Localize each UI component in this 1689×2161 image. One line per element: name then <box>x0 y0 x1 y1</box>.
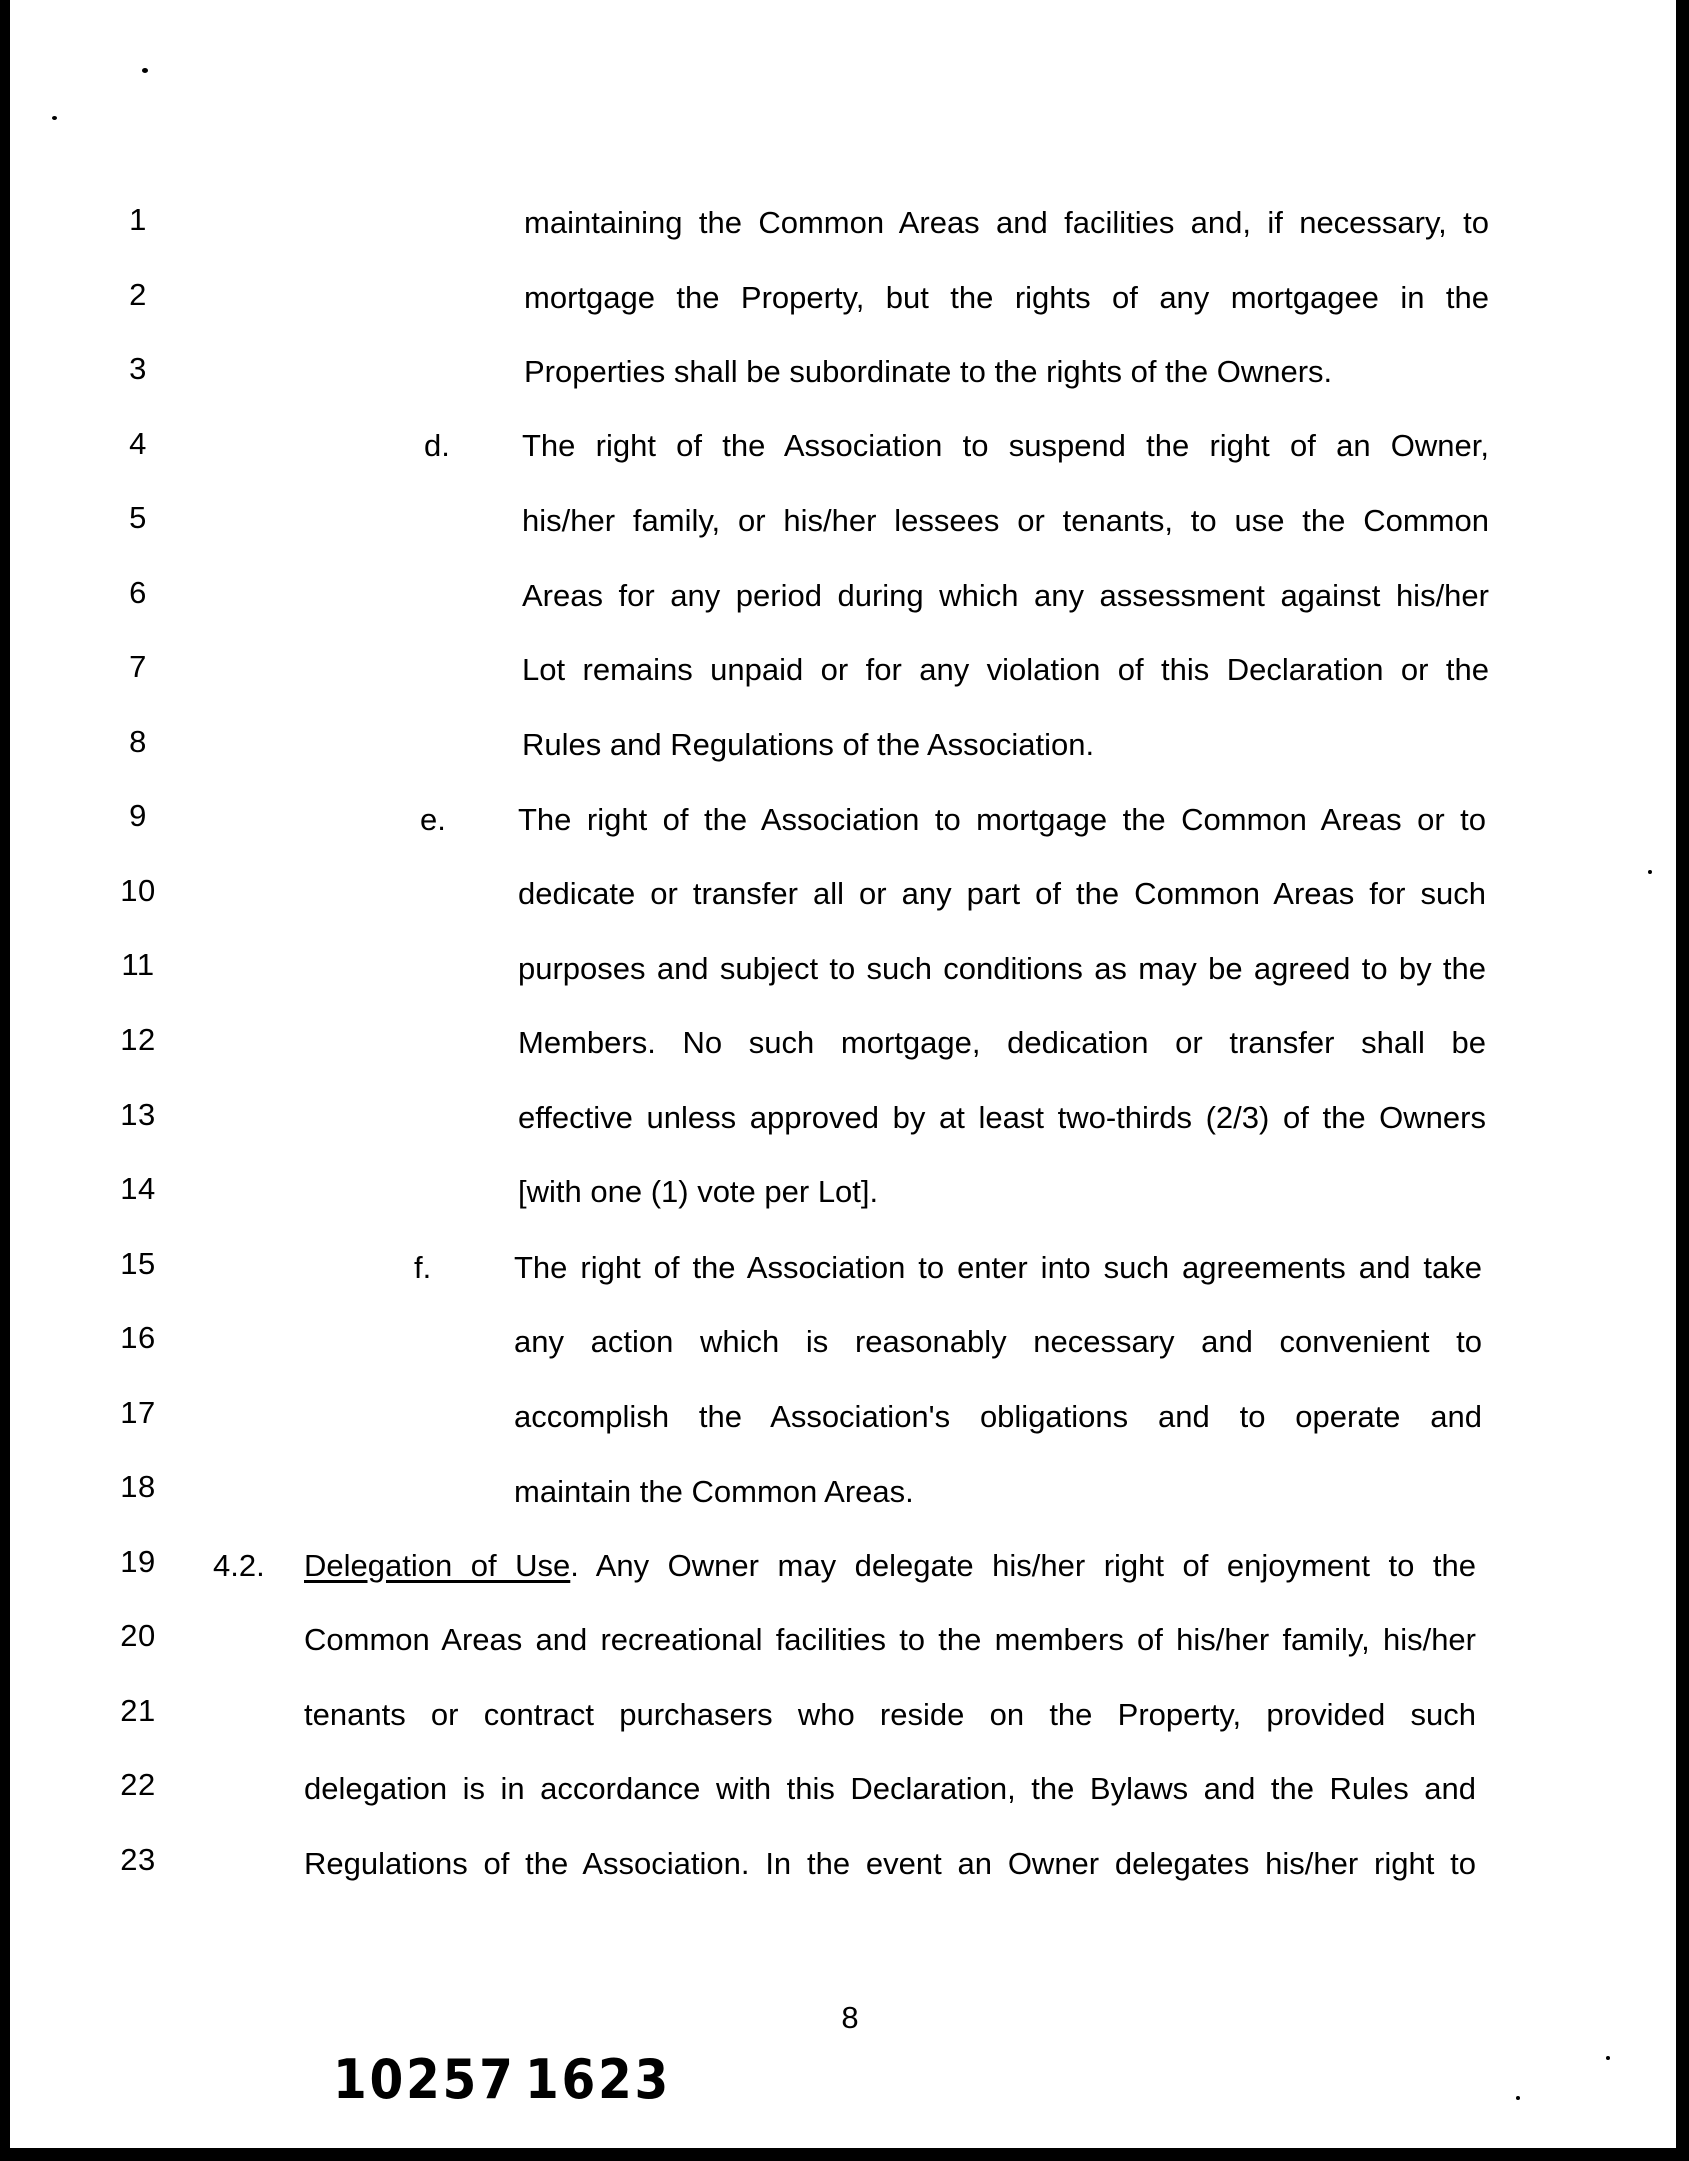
text-line: purposes and subject to such conditions as may be agreed to by the <box>518 951 1486 986</box>
line-number: 11 <box>121 947 155 982</box>
text-line: The right of the Association to suspend the right of an Owner, <box>522 428 1489 463</box>
scan-speck <box>142 68 148 73</box>
scan-speck <box>1648 870 1652 874</box>
page-number: 8 <box>841 2000 859 2035</box>
line-number: 19 <box>120 1544 156 1579</box>
text-line: accomplish the Association's obligations and to operate and <box>514 1399 1482 1434</box>
section-first-line <box>304 1548 1476 1584</box>
section-text: . Any Owner may delegate his/her right of enjoyment to the <box>570 1548 1476 1583</box>
text-line: Lot remains unpaid or for any violation of this Declaration or the <box>522 652 1489 687</box>
text-line: Members. No such mortgage, dedication or transfer shall be <box>518 1025 1486 1060</box>
text-line: his/her family, or his/her lessees or tenants, to use the Common <box>522 503 1489 538</box>
section-number: 4.2. <box>213 1548 265 1583</box>
line-number: 3 <box>129 351 147 386</box>
line-number: 9 <box>129 798 147 833</box>
recording-stamp-book: 10257 <box>333 2048 516 2111</box>
line-number: 1 <box>129 202 147 237</box>
item-label-e: e. <box>420 802 446 837</box>
text-line: [with one (1) vote per Lot]. <box>518 1174 879 1209</box>
text-line: tenants or contract purchasers who reside on the Property, provided such <box>304 1697 1476 1732</box>
text-line: Common Areas and recreational facilities to the members of his/her family, his/her <box>304 1622 1476 1657</box>
text-line: Regulations of the Association. In the event an Owner delegates his/her right to <box>304 1846 1476 1881</box>
text-line: Rules and Regulations of the Association. <box>522 727 1095 762</box>
line-number: 18 <box>120 1469 156 1504</box>
line-number: 7 <box>129 649 147 684</box>
text-line: Areas for any period during which any assessment against his/her <box>522 578 1489 613</box>
line-number: 20 <box>120 1618 156 1653</box>
text-line: The right of the Association to enter into such agreements and take <box>514 1250 1482 1285</box>
document-page <box>10 0 1676 2148</box>
line-number: 21 <box>120 1693 156 1728</box>
line-number: 6 <box>129 575 147 610</box>
line-number: 12 <box>120 1022 156 1057</box>
text-line: maintain the Common Areas. <box>514 1474 914 1509</box>
line-number: 23 <box>120 1842 156 1877</box>
scan-speck <box>1606 2056 1610 2060</box>
scan-speck <box>52 116 57 120</box>
line-number: 15 <box>120 1246 156 1281</box>
line-number: 16 <box>120 1320 156 1355</box>
text-line: mortgage the Property, but the rights of any mortgagee in the <box>524 280 1489 315</box>
text-line: The right of the Association to mortgage the Common Areas or to <box>518 802 1486 837</box>
text-line: delegation is in accordance with this Declaration, the Bylaws and the Rules and <box>304 1771 1476 1806</box>
text-line: maintaining the Common Areas and facilities and, if necessary, to <box>524 205 1489 240</box>
text-line: dedicate or transfer all or any part of the Common Areas for such <box>518 876 1486 911</box>
section-heading: Delegation of Use <box>304 1548 571 1583</box>
text-line: any action which is reasonably necessary and convenient to <box>514 1324 1482 1359</box>
line-number: 8 <box>129 724 147 759</box>
text-line: Properties shall be subordinate to the rights of the Owners. <box>524 354 1333 389</box>
recording-stamp-page: 1623 <box>525 2048 672 2111</box>
line-number: 17 <box>120 1395 156 1430</box>
item-label-f: f. <box>414 1250 432 1285</box>
line-number: 2 <box>129 277 147 312</box>
line-number: 10 <box>120 873 156 908</box>
item-label-d: d. <box>424 428 450 463</box>
scan-speck <box>1516 2096 1520 2100</box>
line-number: 22 <box>120 1767 156 1802</box>
text-line: effective unless approved by at least two-thirds (2/3) of the Owners <box>518 1100 1486 1135</box>
line-number: 5 <box>129 500 147 535</box>
line-number: 13 <box>120 1097 156 1132</box>
line-number: 14 <box>120 1171 156 1206</box>
line-number: 4 <box>129 426 147 461</box>
